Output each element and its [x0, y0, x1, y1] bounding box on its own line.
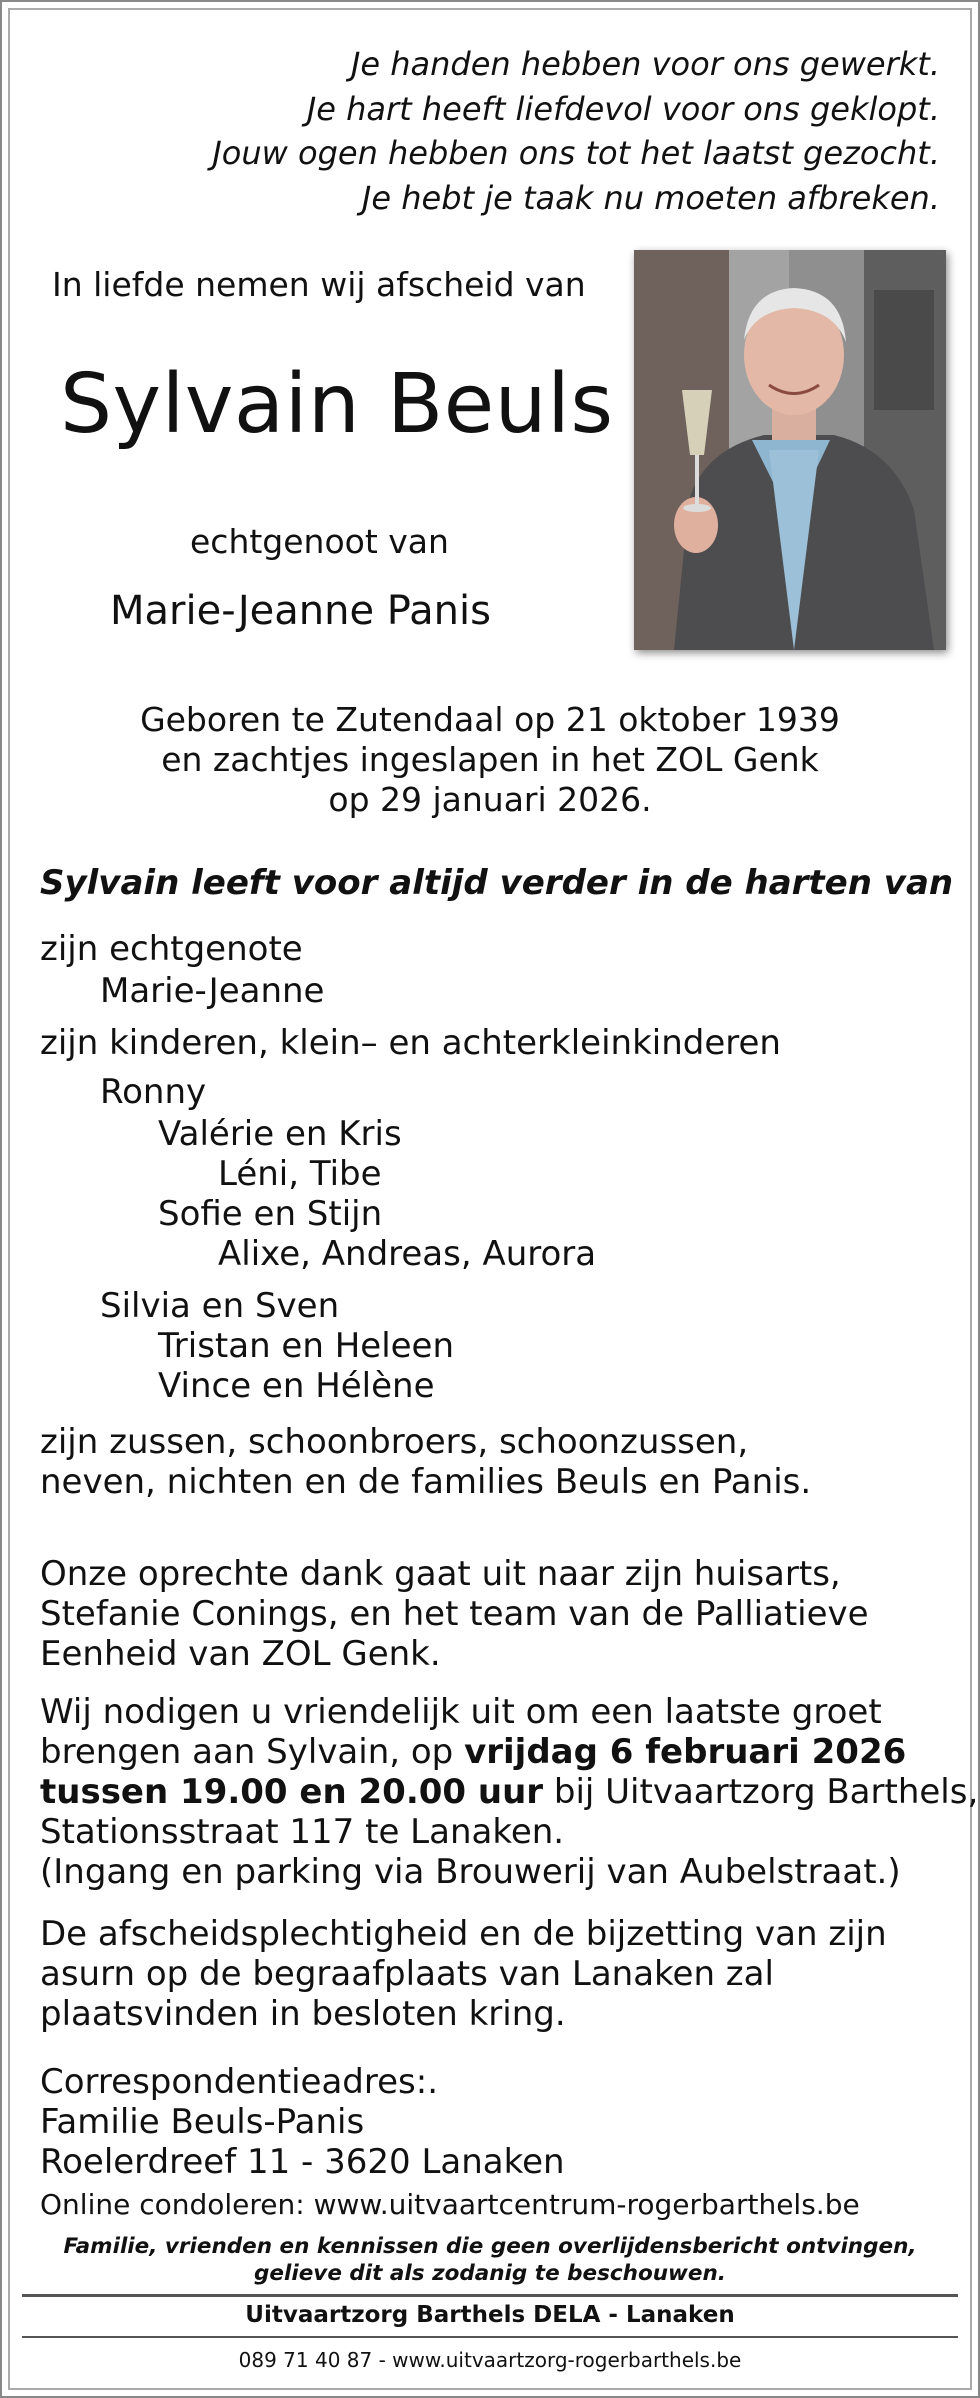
born-line: op 29 januari 2026. — [328, 780, 652, 819]
thanks-line: Stefanie Conings, en het team van de Palliatieve — [40, 1594, 869, 1634]
correspondence-line: Familie Beuls-Panis — [40, 2102, 365, 2142]
invite-text: bij Uitvaartzorg Barthels, — [543, 1772, 979, 1812]
invite-line: (Ingang en parking via Brouwerij van Aubelstraat.) — [40, 1852, 901, 1892]
family-member: Silvia en Sven — [100, 1286, 340, 1326]
poem-line: Jouw ogen hebben ons tot het laatst gezocht. — [212, 134, 940, 172]
ceremony-paragraph — [40, 1914, 887, 2034]
portrait-photo — [634, 250, 946, 650]
thanks-line: Eenheid van ZOL Genk. — [40, 1634, 441, 1674]
invite-line — [40, 1732, 978, 1772]
family-siblings: zijn zussen, schoonbroers, schoonzussen, — [40, 1422, 749, 1462]
family-member: Tristan en Heleen — [158, 1326, 455, 1366]
family-member: Marie-Jeanne — [100, 971, 325, 1011]
born-line: Geboren te Zutendaal op 21 oktober 1939 — [140, 700, 840, 739]
invite-line: Wij nodigen u vriendelijk uit om een laatste groet — [40, 1692, 882, 1732]
correspondence-address — [40, 2062, 565, 2182]
footer-contact: 089 71 40 87 - www.uitvaartzorg-rogerbarthels.be — [238, 2348, 742, 2372]
correspondence-line: Roelerdreef 11 - 3620 Lanaken — [40, 2142, 565, 2182]
family-group-label: zijn kinderen, klein– en achterkleinkinderen — [40, 1023, 781, 1063]
footer-divider — [22, 2294, 958, 2297]
invite-text: brengen aan Sylvain, op — [40, 1732, 465, 1772]
family-member: Sofie en Stijn — [158, 1194, 383, 1234]
family-member: Alixe, Andreas, Aurora — [218, 1234, 597, 1274]
invite-line — [40, 1772, 978, 1812]
footer-company: Uitvaartzorg Barthels DELA - Lanaken — [245, 2302, 735, 2328]
family-group-label: zijn echtgenote — [40, 929, 303, 969]
deceased-name: Sylvain Beuls — [60, 357, 614, 452]
footer-divider — [22, 2336, 958, 2338]
family-member: Valérie en Kris — [158, 1114, 402, 1154]
poem — [212, 42, 940, 220]
notice-line: gelieve dit als zodanig te beschouwen. — [254, 2261, 726, 2286]
invite-date: vrijdag 6 februari 2026 — [464, 1732, 907, 1772]
poem-line: Je handen hebben voor ons gewerkt. — [350, 45, 940, 83]
notice-line: Familie, vrienden en kennissen die geen overlijdensbericht ontvingen, — [63, 2234, 917, 2259]
invitation-paragraph — [40, 1692, 978, 1892]
family-list — [40, 928, 811, 1502]
family-member: Léni, Tibe — [218, 1154, 382, 1194]
thanks-paragraph — [40, 1554, 869, 1674]
family-member: Vince en Hélène — [158, 1366, 435, 1406]
family-member: Ronny — [100, 1072, 207, 1112]
invite-time: tussen 19.00 en 20.00 uur — [40, 1772, 544, 1812]
spouse-label: echtgenoot van — [190, 522, 449, 561]
thanks-line: Onze oprechte dank gaat uit naar zijn huisarts, — [40, 1554, 841, 1594]
poem-line: Je hart heeft liefdevol voor ons geklopt. — [306, 89, 940, 128]
correspondence-line: Correspondentieadres:. — [40, 2062, 439, 2102]
family-headline: Sylvain leeft voor altijd verder in de harten van — [40, 863, 954, 903]
ceremony-line: De afscheidsplechtigheid en de bijzetting van zijn — [40, 1914, 887, 1954]
born-line: en zachtjes ingeslapen in het ZOL Genk — [161, 740, 819, 779]
online-condolence: Online condoleren: www.uitvaartcentrum-rogerbarthels.be — [40, 2188, 860, 2221]
invite-line: Stationsstraat 117 te Lanaken. — [40, 1812, 565, 1852]
notice-text — [0, 2233, 980, 2287]
poem-line: Je hebt je taak nu moeten afbreken. — [361, 178, 940, 217]
intro-text: In liefde nemen wij afscheid van — [52, 265, 586, 304]
spouse-name: Marie-Jeanne Panis — [110, 588, 491, 634]
ceremony-line: asurn op de begraafplaats van Lanaken zal — [40, 1954, 774, 1994]
birth-death-info — [0, 700, 980, 820]
ceremony-line: plaatsvinden in besloten kring. — [40, 1994, 566, 2034]
family-siblings: neven, nichten en de families Beuls en Panis. — [40, 1462, 812, 1502]
